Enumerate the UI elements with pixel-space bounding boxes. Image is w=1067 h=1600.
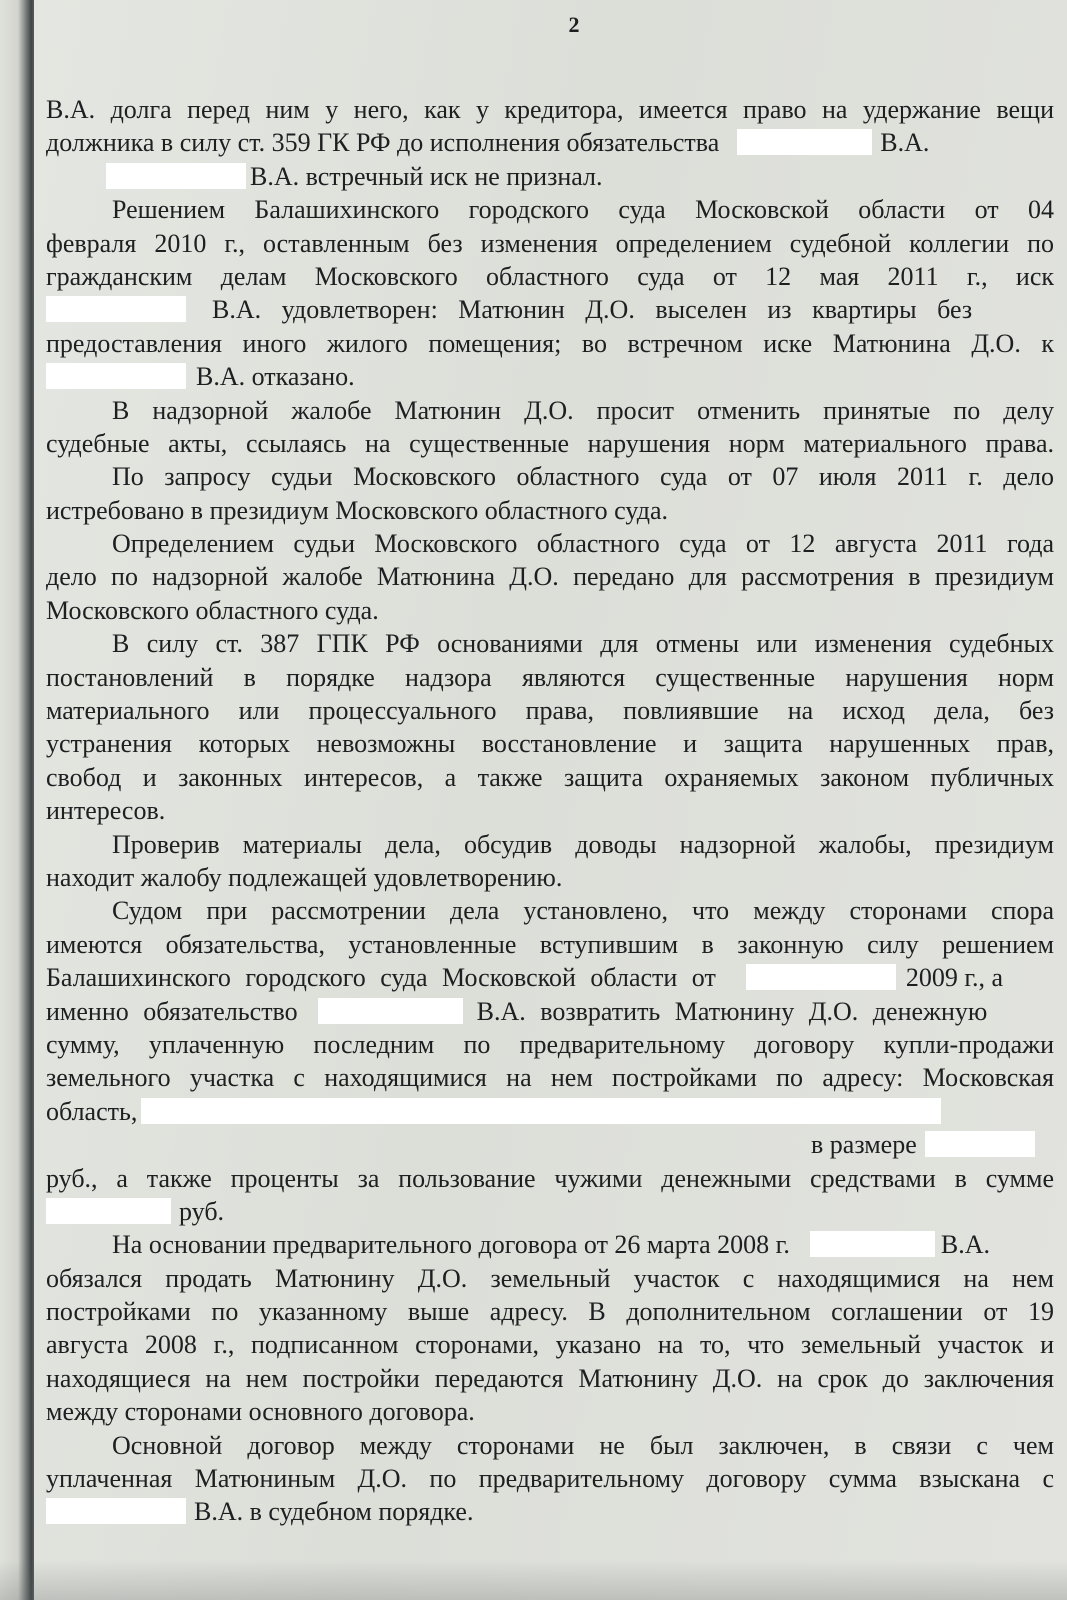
redaction-box bbox=[810, 1231, 935, 1257]
text-line: В.А. в судебном порядке. bbox=[46, 1495, 1054, 1528]
text-line: По запросу судьи Московского областного суда от 07 июля 2011 г. дело bbox=[112, 462, 1054, 492]
text-line: В силу ст. 387 ГПК РФ основаниями для отмены или изменения судебных bbox=[112, 629, 1054, 659]
text-line: На основании предварительного договора от 26 марта 2008 г. В.А. bbox=[112, 1230, 990, 1260]
text-line: область, bbox=[46, 1095, 1054, 1128]
redaction-box bbox=[318, 998, 463, 1024]
text-line: имеются обязательства, установленные вступившим в законную силу решением bbox=[46, 929, 1054, 959]
text-line: постройками по указанному выше адресу. В дополнительном соглашении от 19 bbox=[46, 1297, 1054, 1327]
text-line: находящиеся на нем постройки передаются Матюнину Д.О. на срок до заключения bbox=[46, 1363, 1054, 1393]
redaction-box bbox=[46, 1198, 171, 1224]
text-line: Решением Балашихинского городского суда Московской области от 04 bbox=[112, 195, 1054, 225]
redaction-box bbox=[141, 1098, 941, 1124]
text-line: истребовано в президиум Московского областного суда. bbox=[46, 495, 668, 525]
text-line: Определением судьи Московского областного суда от 12 августа 2011 года bbox=[112, 529, 1054, 559]
redaction-box bbox=[737, 129, 872, 155]
redaction-box bbox=[46, 363, 186, 389]
text-line: обязался продать Матюнину Д.О. земельный участок с находящимися на нем bbox=[46, 1263, 1054, 1293]
text-line: должника в силу ст. 359 ГК РФ до исполнения обязательства В.А. bbox=[46, 128, 930, 158]
text-line: в размере bbox=[46, 1128, 1054, 1161]
text-line: Московского областного суда. bbox=[46, 595, 379, 625]
text-line: свобод и законных интересов, а также защита охраняемых законом публичных bbox=[46, 762, 1054, 792]
text-line: августа 2008 г., подписанном сторонами, указано на то, что земельный участок и bbox=[46, 1330, 1054, 1360]
text-line: материального или процессуального права, повлиявшие на исход дела, без bbox=[46, 696, 1054, 726]
document-body bbox=[46, 93, 1054, 1529]
text-line: В.А. долга перед ним у него, как у кредитора, имеется право на удержание вещи bbox=[46, 95, 1054, 124]
text-line: постановлений в порядке надзора являются существенные нарушения норм bbox=[46, 662, 1054, 692]
text-line: находит жалобу подлежащей удовлетворению. bbox=[46, 862, 563, 892]
text-line: между сторонами основного договора. bbox=[46, 1397, 475, 1427]
text-line: В.А. отказано. bbox=[46, 360, 1054, 393]
text-line: В.А. удовлетворен: Матюнин Д.О. выселен из квартиры без bbox=[46, 293, 1054, 326]
text-line: именно обязательство В.А. возвратить Матюнину Д.О. денежную bbox=[46, 996, 988, 1026]
redaction-box bbox=[106, 163, 246, 189]
text-line: Балашихинского городского суда Московской области от 2009 г., а bbox=[46, 963, 1004, 993]
redaction-box bbox=[746, 964, 896, 990]
page-number: 2 bbox=[568, 12, 580, 37]
text-line: Проверив материалы дела, обсудив доводы надзорной жалобы, президиум bbox=[112, 829, 1054, 859]
text-line: предоставления иного жилого помещения; во встречном иске Матюнина Д.О. к bbox=[46, 328, 1054, 358]
text-line: сумму, уплаченную последним по предварительному договору купли-продажи bbox=[46, 1029, 1054, 1059]
text-line: В надзорной жалобе Матюнин Д.О. просит отменить принятые по делу bbox=[112, 395, 1054, 425]
text-line: земельного участка с находящимися на нем постройками по адресу: Московская bbox=[46, 1063, 1054, 1093]
text-line: руб., а также проценты за пользование чужими денежными средствами в сумме bbox=[46, 1163, 1054, 1193]
text-line: Судом при рассмотрении дела установлено, что между сторонами спора bbox=[112, 896, 1054, 926]
text-line: дело по надзорной жалобе Матюнина Д.О. передано для рассмотрения в президиум bbox=[46, 562, 1054, 592]
text-line: устранения которых невозможны восстановление и защита нарушенных прав, bbox=[46, 729, 1054, 759]
scan-shadow bbox=[0, 1560, 1067, 1600]
text-line: руб. bbox=[46, 1195, 1054, 1228]
text-line: Основной договор между сторонами не был заключен, в связи с чем bbox=[112, 1430, 1054, 1460]
redaction-box bbox=[46, 1498, 186, 1524]
text-line: уплаченная Матюниным Д.О. по предварительному договору сумма взыскана с bbox=[46, 1464, 1054, 1494]
text-line: судебные акты, ссылаясь на существенные нарушения норм материального права. bbox=[46, 428, 1054, 458]
text-line: февраля 2010 г., оставленным без изменения определением судебной коллегии по bbox=[46, 228, 1054, 258]
text-line: интересов. bbox=[46, 796, 166, 826]
text-line: В.А. встречный иск не признал. bbox=[46, 160, 1054, 193]
document-page bbox=[34, 0, 1067, 1600]
text-line: гражданским делам Московского областного суда от 12 мая 2011 г., иск bbox=[46, 261, 1054, 291]
redaction-box bbox=[925, 1131, 1035, 1157]
redaction-box bbox=[46, 296, 186, 322]
